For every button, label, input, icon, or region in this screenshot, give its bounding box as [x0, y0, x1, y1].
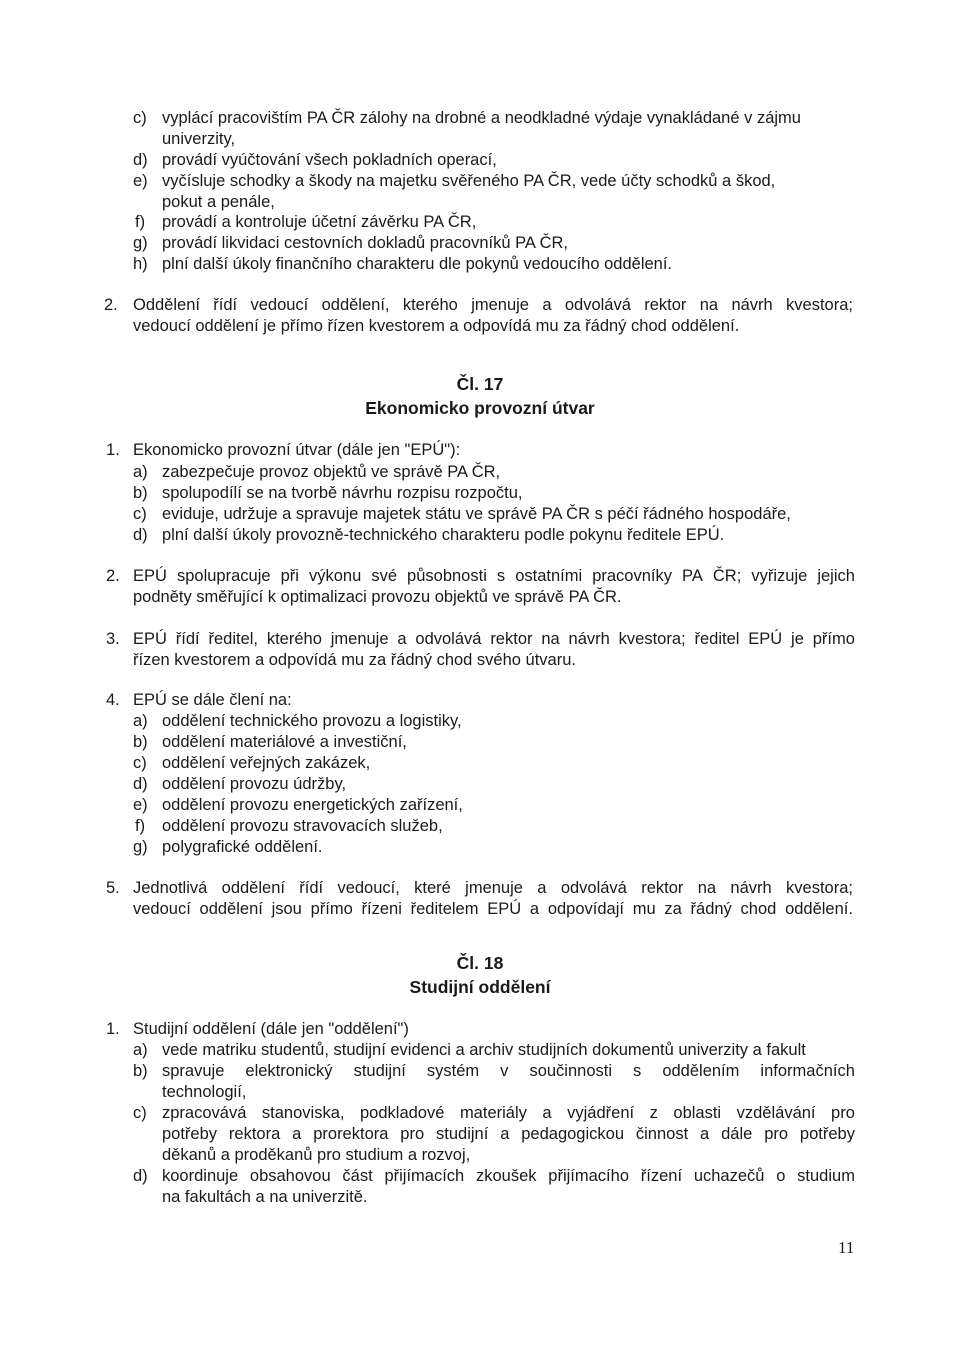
item-text: vyčísluje schodky a škody na majetku svěřeného PA ČR, vede účty schodků a škod, [162, 172, 776, 190]
article-title: Studijní oddělení [409, 977, 551, 997]
word: elektronický [245, 1062, 333, 1080]
word: dále [721, 1125, 753, 1143]
word: a [700, 1125, 710, 1143]
word: EPÚ [133, 630, 167, 648]
paragraph-number: 1. [106, 1020, 120, 1038]
word: vyřizuje [751, 567, 808, 585]
word: rektor [490, 630, 533, 648]
paragraph-line: vedoucí oddělení je přímo řízen kvestorem a odpovídá mu za řádný chod oddělení. [133, 317, 740, 335]
word: studijní [436, 1125, 489, 1143]
word: v [500, 1062, 509, 1080]
word: ČR; [712, 567, 742, 585]
word: EPÚ [487, 900, 522, 918]
word: za [664, 900, 682, 918]
word: odpovídají [547, 900, 624, 918]
word: řízení [640, 1167, 683, 1185]
word: prorektora [313, 1125, 389, 1143]
word: jejich [817, 567, 855, 585]
item-label: d) [133, 1167, 148, 1185]
word: pro [400, 1125, 425, 1143]
word: kterého [266, 630, 322, 648]
paragraph-intro: EPÚ se dále člení na: [133, 691, 292, 709]
item-text: oddělení provozu stravovacích služeb, [162, 817, 443, 835]
item-text: pokut a penále, [162, 193, 275, 211]
paragraph-number: 4. [106, 691, 120, 709]
item-label: h) [133, 255, 148, 273]
word: odvolává [564, 296, 631, 314]
word: které [414, 879, 451, 897]
word: část [342, 1167, 373, 1185]
item-label: a) [133, 712, 148, 730]
paragraph-number: 1. [106, 441, 120, 459]
item-text: děkanů a proděkanů pro studium a rozvoj, [162, 1146, 471, 1164]
word: oblasti [673, 1104, 722, 1122]
item-text: plní další úkoly provozně-technického charakteru podle pokynu ředitele EPÚ. [162, 526, 725, 544]
word: studium [797, 1167, 855, 1185]
page-number: 11 [838, 1238, 855, 1257]
word: pracovníky [592, 567, 672, 585]
word: oddělením [662, 1062, 740, 1080]
word: jmenuje [465, 879, 523, 897]
paragraph-number: 2. [104, 296, 118, 314]
word: obsahovou [249, 1167, 331, 1185]
item-text: na fakultách a na univerzitě. [162, 1188, 368, 1206]
item-text: technologií, [162, 1083, 247, 1101]
item-label: d) [133, 151, 148, 169]
word: jmenuje [471, 296, 529, 314]
word: EPÚ [133, 567, 167, 585]
word: oddělení. [785, 900, 853, 918]
word: rektora [228, 1125, 281, 1143]
item-text [162, 1166, 855, 1186]
word: ředitelem [410, 900, 479, 918]
word: Jednotlivá [133, 879, 208, 897]
word: systém [426, 1062, 480, 1080]
paragraph-intro: Studijní oddělení (dále jen "oddělení") [133, 1020, 409, 1038]
item-label: b) [133, 733, 148, 751]
item-label: a) [133, 463, 148, 481]
word: odvolává [560, 879, 627, 897]
item-text: oddělení provozu údržby, [162, 775, 347, 793]
article-number: Čl. 18 [456, 953, 504, 973]
word: kvestora; [786, 879, 853, 897]
word: je [791, 630, 804, 648]
item-text: oddělení technického provozu a logistiky, [162, 712, 462, 730]
word: koordinuje [162, 1167, 239, 1185]
item-label: d) [133, 526, 148, 544]
item-text: provádí vyúčtování všech pokladních operací, [162, 151, 497, 169]
item-text: oddělení provozu energetických zařízení, [162, 796, 463, 814]
word: potřeby [799, 1125, 855, 1143]
word: vedoucí [133, 900, 191, 918]
word: Oddělení [133, 296, 200, 314]
word: přímo [812, 630, 855, 648]
word: ředitel, [208, 630, 258, 648]
word: chod [740, 900, 777, 918]
word: materiály [459, 1104, 527, 1122]
word: a [542, 1104, 552, 1122]
word: odvolává [415, 630, 482, 648]
item-label: c) [133, 109, 147, 127]
word: zkoušek [476, 1167, 537, 1185]
word: ředitel [694, 630, 740, 648]
word: pro [764, 1125, 789, 1143]
item-text: zabezpečuje provoz objektů ve správě PA ČR, [162, 463, 501, 481]
word: a [292, 1125, 302, 1143]
item-text: eviduje, udržuje a spravuje majetek státu ve správě PA ČR s péčí řádného hospodáře, [162, 505, 791, 523]
word: činnost [635, 1125, 689, 1143]
word: na [697, 879, 717, 897]
word: řídí [213, 296, 238, 314]
item-text: provádí a kontroluje účetní závěrku PA ČR, [162, 213, 477, 231]
word: vyjádření [567, 1104, 635, 1122]
word: své [371, 567, 397, 585]
paragraph-number: 3. [106, 630, 120, 648]
word: rektor [644, 296, 687, 314]
word: a [500, 1125, 510, 1143]
word: stanoviska, [261, 1104, 345, 1122]
word: řídí [299, 879, 324, 897]
word: a [529, 900, 540, 918]
item-text: plní další úkoly finančního charakteru dle pokynů vedoucího oddělení. [162, 255, 673, 273]
item-label: e) [133, 796, 148, 814]
item-text: univerzity, [162, 130, 236, 148]
item-label: e) [133, 172, 148, 190]
word: součinnosti [529, 1062, 613, 1080]
item-label: a) [133, 1041, 148, 1059]
word: působnosti [407, 567, 487, 585]
word: návrh [730, 879, 772, 897]
word: návrh [568, 630, 610, 648]
item-label: b) [133, 484, 148, 502]
item-label: c) [133, 754, 147, 772]
item-text [162, 1124, 855, 1144]
article-number: Čl. 17 [456, 374, 504, 394]
word: kvestora; [786, 296, 853, 314]
word: pro [831, 1104, 855, 1122]
paragraph-line [133, 566, 855, 586]
paragraph-line: řízen kvestorem a odpovídá mu za řádný chod svého útvaru. [133, 651, 576, 669]
word: výkonu [308, 567, 362, 585]
word: spolupracuje [176, 567, 271, 585]
item-label: f) [135, 817, 146, 835]
word: podkladové [360, 1104, 445, 1122]
paragraph-line [133, 629, 855, 649]
word: a [542, 296, 552, 314]
item-text [162, 1103, 855, 1123]
word: řízeni [361, 900, 402, 918]
word: z [649, 1104, 658, 1122]
word: jmenuje [330, 630, 389, 648]
word: přijímacího [548, 1167, 629, 1185]
word: a [397, 630, 407, 648]
item-label: c) [133, 1104, 147, 1122]
item-label: g) [133, 234, 148, 252]
word: při [280, 567, 299, 585]
word: jsou [271, 900, 302, 918]
item-text: polygrafické oddělení. [162, 838, 323, 856]
word: na [699, 296, 719, 314]
word: pedagogickou [521, 1125, 625, 1143]
word: spravuje [162, 1062, 225, 1080]
word: rektor [641, 879, 684, 897]
item-text [162, 1061, 855, 1081]
item-label: b) [133, 1062, 148, 1080]
word: přijímacích [384, 1167, 465, 1185]
item-text: spolupodílí se na tvorbě návrhu rozpisu rozpočtu, [162, 484, 523, 502]
paragraph-line [133, 878, 853, 898]
word: kvestora; [618, 630, 686, 648]
word: o [776, 1167, 786, 1185]
word: PA [682, 567, 703, 585]
word: ostatními [515, 567, 583, 585]
word: oddělení [221, 879, 285, 897]
word: řídí [175, 630, 200, 648]
item-label: g) [133, 838, 148, 856]
word: a [537, 879, 547, 897]
item-text: oddělení materiálové a investiční, [162, 733, 407, 751]
word: řádný [690, 900, 732, 918]
word: informačních [760, 1062, 855, 1080]
paragraph-intro: Ekonomicko provozní útvar (dále jen "EPÚ"): [133, 441, 461, 459]
word: studijní [353, 1062, 406, 1080]
paragraph-line [133, 899, 853, 919]
word: potřeby [162, 1125, 218, 1143]
item-text: oddělení veřejných zakázek, [162, 754, 371, 772]
word: návrh [731, 296, 773, 314]
word: uchazečů [693, 1167, 765, 1185]
paragraph-number: 5. [106, 879, 120, 897]
item-text: provádí likvidaci cestovních dokladů pracovníků PA ČR, [162, 234, 568, 252]
word: na [541, 630, 560, 648]
word: s [496, 567, 506, 585]
word: přímo [310, 900, 353, 918]
paragraph-line: podněty směřující k optimalizaci provozu objektů ve správě PA ČR. [133, 588, 622, 606]
item-label: c) [133, 505, 147, 523]
item-label: f) [135, 213, 146, 231]
word: EPÚ [748, 630, 783, 648]
word: vedoucí, [337, 879, 400, 897]
item-text: vyplácí pracovištím PA ČR zálohy na drobné a neodkladné výdaje vynakládané v zájmu [162, 109, 801, 127]
paragraph-number: 2. [106, 567, 120, 585]
article-title: Ekonomicko provozní útvar [365, 398, 595, 418]
word: s [633, 1062, 642, 1080]
paragraph-line [133, 295, 853, 315]
item-label: d) [133, 775, 148, 793]
word: kterého [402, 296, 458, 314]
word: zpracovává [162, 1104, 247, 1122]
word: mu [632, 900, 656, 918]
item-text: vede matriku studentů, studijní evidenci a archiv studijních dokumentů univerzity a fakult [162, 1041, 806, 1059]
word: oddělení [199, 900, 263, 918]
word: vzdělávání [736, 1104, 816, 1122]
word: vedoucí [250, 296, 309, 314]
word: oddělení, [321, 296, 390, 314]
